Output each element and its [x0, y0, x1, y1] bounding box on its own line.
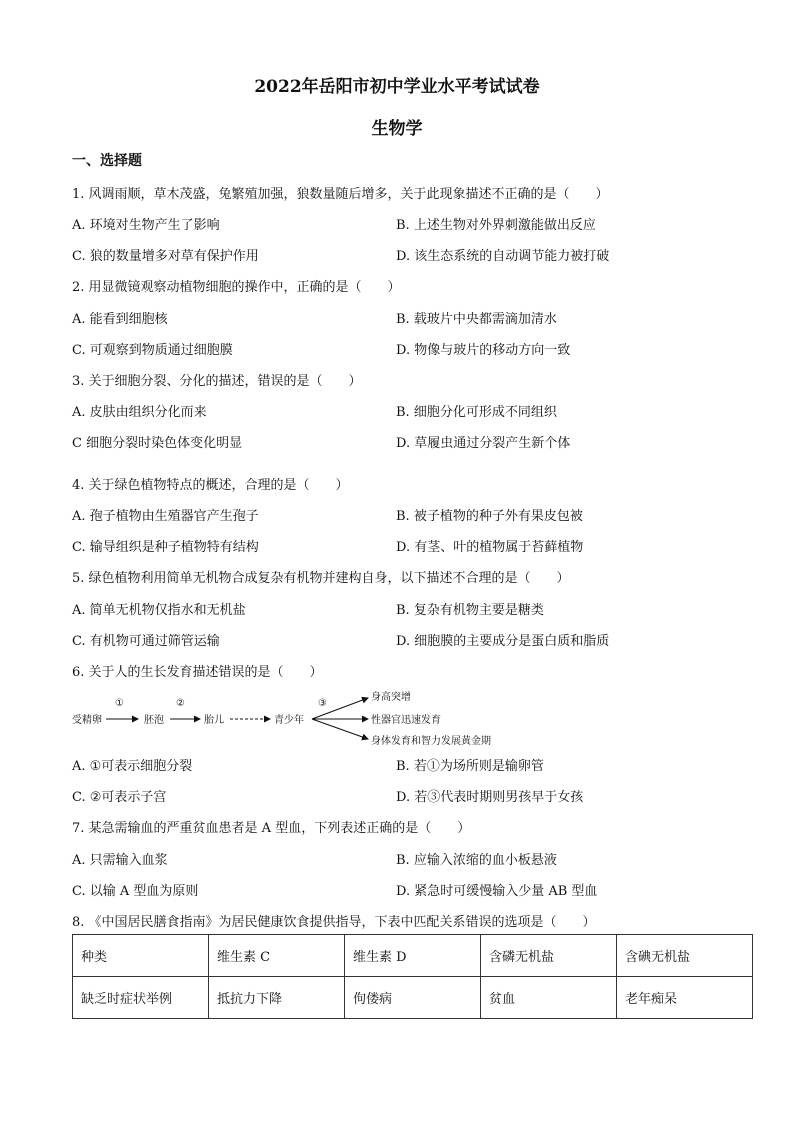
diagram-branch-arrow-3 [312, 719, 368, 739]
diagram-branch-golden-period: 身体发育和智力发展黄金期 [371, 736, 491, 747]
growth-development-diagram [72, 688, 552, 750]
question-8-stem: 8. 《中国居民膳食指南》为居民健康饮食提供指导，下表中匹配关系错误的选项是（ ） [72, 915, 596, 930]
table-cell: 含磷无机盐 [481, 935, 617, 977]
diagram-label-1: ① [115, 698, 124, 709]
table-cell: 维生素 D [345, 935, 481, 977]
question-4-stem: 4. 关于绿色植物特点的概述，合理的是（ ） [72, 478, 349, 493]
diagram-node-blastocyst: 胚泡 [144, 715, 164, 726]
diagram-branch-height: 身高突增 [371, 692, 411, 703]
table-cell: 佝偻病 [345, 977, 481, 1019]
question-1-option-a: A. 环境对生物产生了影响 [72, 218, 220, 233]
question-4-option-a: A. 孢子植物由生殖器官产生孢子 [72, 509, 259, 524]
question-6-option-d: D. 若③代表时期则男孩早于女孩 [396, 790, 584, 805]
question-5-option-a: A. 简单无机物仅指水和无机盐 [72, 603, 246, 618]
table-row [73, 977, 753, 1019]
table-cell: 缺乏时症状举例 [73, 977, 209, 1019]
question-7-option-b: B. 应输入浓缩的血小板悬液 [396, 853, 557, 868]
section-heading: 一、选择题 [72, 153, 142, 169]
question-4-option-c: C. 输导组织是种子植物特有结构 [72, 540, 259, 555]
table-cell: 维生素 C [209, 935, 345, 977]
question-1-option-c: C. 狼的数量增多对草有保护作用 [72, 249, 259, 264]
question-6-option-b: B. 若①为场所则是输卵管 [396, 759, 544, 774]
question-2-option-a: A. 能看到细胞核 [72, 312, 168, 327]
question-3-stem: 3. 关于细胞分裂、分化的描述，错误的是（ ） [72, 374, 362, 389]
question-3-option-d: D. 草履虫通过分裂产生新个体 [396, 436, 571, 451]
question-5-option-d: D. 细胞膜的主要成分是蛋白质和脂质 [396, 634, 610, 649]
question-3-option-a: A. 皮肤由组织分化而来 [72, 405, 207, 420]
page-title: 2022年岳阳市初中学业水平考试试卷 [254, 77, 540, 97]
question-8-table [72, 934, 753, 1019]
question-6-stem: 6. 关于人的生长发育描述错误的是（ ） [72, 665, 323, 680]
table-cell: 种类 [73, 935, 209, 977]
question-1-option-d: D. 该生态系统的自动调节能力被打破 [396, 249, 610, 264]
diagram-node-adolescent: 青少年 [274, 715, 304, 726]
question-5-stem: 5. 绿色植物利用简单无机物合成复杂有机物并建构自身，以下描述不合理的是（ ） [72, 571, 570, 586]
table-cell: 抵抗力下降 [209, 977, 345, 1019]
question-7-stem: 7. 某急需输血的严重贫血患者是 A 型血，下列表述正确的是（ ） [72, 821, 471, 836]
question-2-option-b: B. 载玻片中央都需滴加清水 [396, 312, 557, 327]
question-5-option-b: B. 复杂有机物主要是糖类 [396, 603, 544, 618]
question-5-option-c: C. 有机物可通过筛管运输 [72, 634, 220, 649]
table-cell: 老年痴呆 [617, 977, 753, 1019]
question-1-stem: 1. 风调雨顺，草木茂盛，兔繁殖加强，狼数量随后增多，关于此现象描述不正确的是（ ） [72, 187, 609, 202]
page-subtitle: 生物学 [371, 119, 423, 139]
question-7-option-a: A. 只需输入血浆 [72, 853, 168, 868]
diagram-label-3: ③ [318, 698, 327, 709]
diagram-branch-sex-organs: 性器官迅速发育 [371, 715, 441, 726]
question-3-option-c: C 细胞分裂时染色体变化明显 [72, 436, 243, 451]
question-7-option-d: D. 紧急时可缓慢输入少量 AB 型血 [396, 884, 598, 899]
question-2-option-d: D. 物像与玻片的移动方向一致 [396, 343, 571, 358]
question-4-option-d: D. 有茎、叶的植物属于苔藓植物 [396, 540, 584, 555]
table-cell: 贫血 [481, 977, 617, 1019]
question-7-option-c: C. 以输 A 型血为原则 [72, 884, 199, 899]
question-4-option-b: B. 被子植物的种子外有果皮包被 [396, 509, 583, 524]
table-row [73, 935, 753, 977]
table-cell: 含碘无机盐 [617, 935, 753, 977]
question-2-option-c: C. 可观察到物质通过细胞膜 [72, 343, 233, 358]
question-6-option-c: C. ②可表示子宫 [72, 790, 167, 805]
question-3-option-b: B. 细胞分化可形成不同组织 [396, 405, 557, 420]
question-6-option-a: A. ①可表示细胞分裂 [72, 759, 193, 774]
diagram-node-fetus: 胎儿 [204, 715, 224, 726]
diagram-node-zygote: 受精卵 [72, 715, 102, 726]
question-2-stem: 2. 用显微镜观察动植物细胞的操作中，正确的是（ ） [72, 280, 401, 295]
question-1-option-b: B. 上述生物对外界刺激能做出反应 [396, 218, 596, 233]
diagram-label-2: ② [176, 698, 185, 709]
